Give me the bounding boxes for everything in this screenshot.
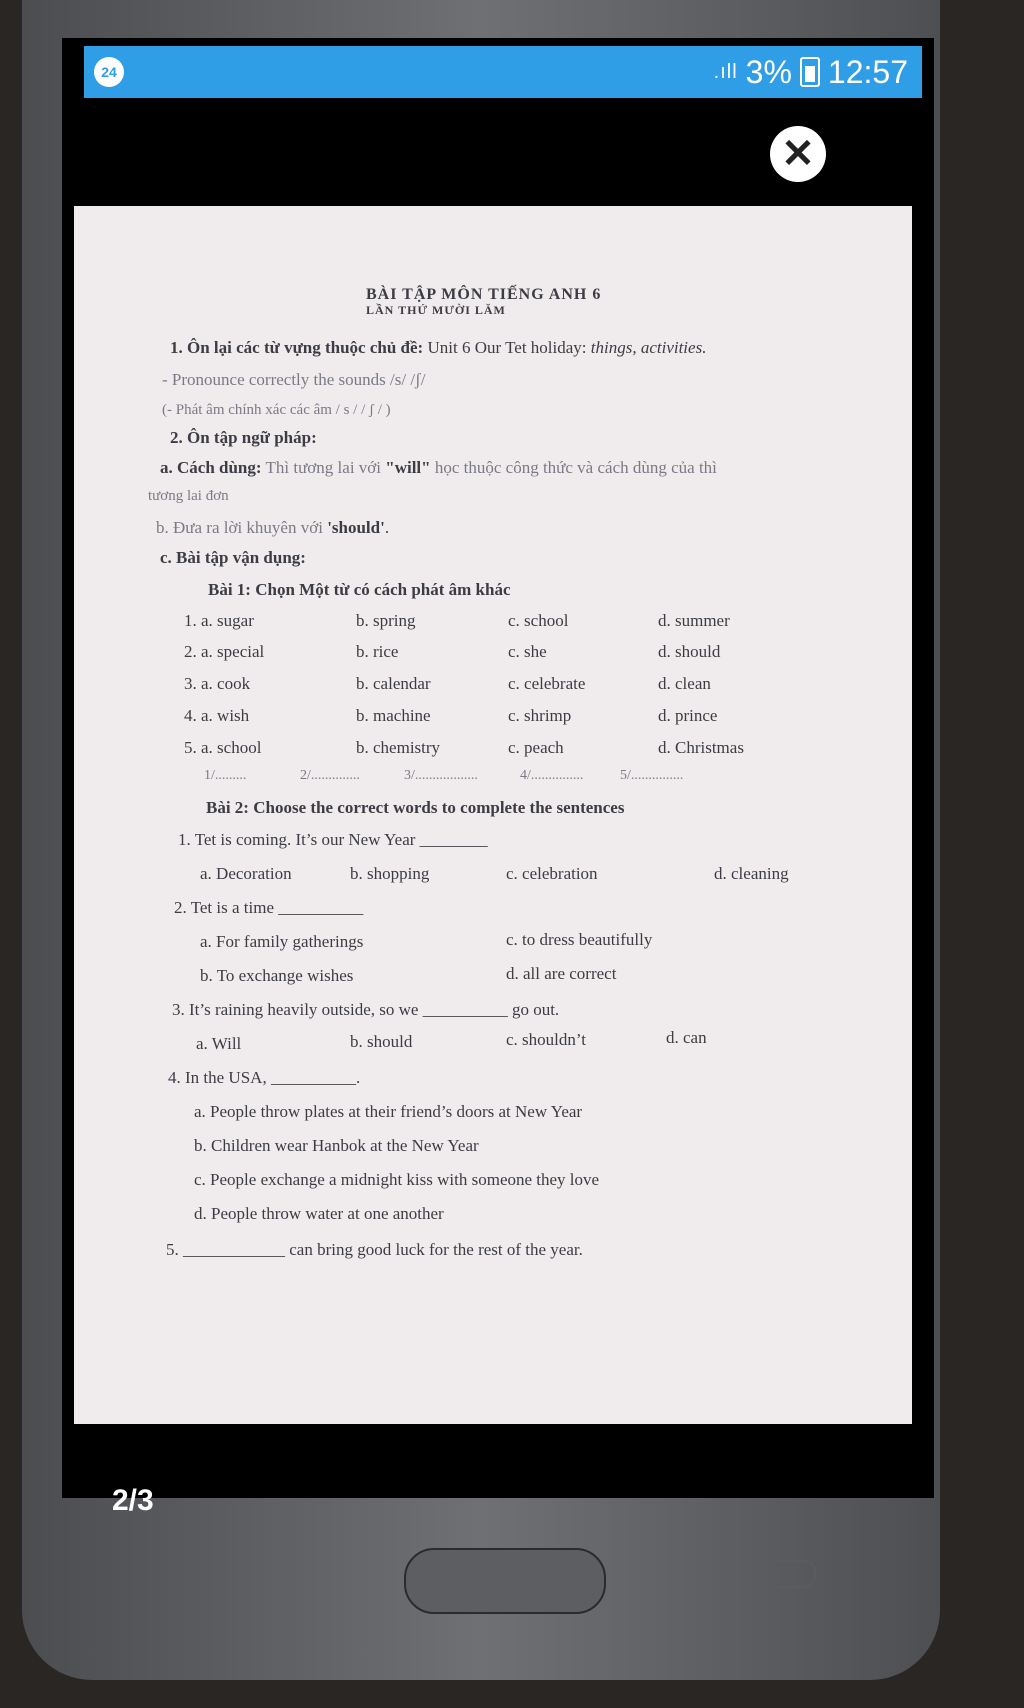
status-bar: [84, 46, 922, 98]
home-button[interactable]: [404, 1548, 606, 1614]
screen: [62, 38, 934, 1517]
phone-frame: [22, 0, 940, 1680]
signal-icon: .ıll: [713, 60, 738, 83]
section-c: c. Bài tập vận dụng:: [160, 548, 306, 567]
doc-subtitle: LẦN THỨ MƯỜI LĂM: [366, 303, 506, 317]
usage-b: b. Đưa ra lời khuyên với 'should'.: [156, 518, 390, 537]
back-icon[interactable]: [752, 1560, 816, 1588]
status-right: [714, 53, 908, 91]
doc-title: BÀI TẬP MÔN TIẾNG ANH 6: [366, 286, 602, 303]
section-1: 1. Ôn lại các từ vựng thuộc chủ đề: Unit 6 Our Tet holiday: things, activities.: [170, 338, 707, 357]
usage-a: a. Cách dùng: Thì tương lai với "will" học thuộc công thức và cách dùng của thì: [160, 458, 717, 477]
question-1: 1. Tet is coming. It’s our New Year ________: [178, 830, 488, 849]
pronounce-vi: (- Phát âm chính xác các âm / s / / ʃ / ): [162, 402, 391, 418]
battery-percent: 3%: [745, 53, 792, 90]
clock: 12:57: [827, 53, 908, 90]
pronounce-en: - Pronounce correctly the sounds /s/ /ʃ/: [162, 370, 426, 389]
document-page: BÀI TẬP MÔN TIẾNG ANH 6 LẦN THỨ MƯỜI LĂM 1. Ôn lại các từ vựng thuộc chủ đề: Unit 6 Our Tet holiday: things, activities. - Pronounce correctly the sounds /s/ /ʃ/ (- Phát âm chính xác các âm / s / / ʃ / ) 2. Ôn tập ngữ pháp: a. Cách dùng: Thì tương lai với "will" học thuộc công thức và cách dùng của thì tương lai đơn b. Đưa ra lời khuyên với 'should'. c. Bài tập vận dụng: Bài 1: Chọn Một từ có cách phát âm khác 1. a. sugar b. spring c. school d. summer 2. a. special b. rice c. she d. should 3. a. cook b. calendar c. celebrate d. clean 4. a. wish b. machine c. shrimp d. prince 5. a. school b. chemistry c. peach d. Christmas 1/......... 2/.............. 3/.................. 4/............... 5/............... Bài 2: Choose the correct words to complete the sentences 1. Tet is coming. It’s our New Year ________ a. Decoration b. shopping c. celebration d. cleaning 2. Tet is a time __________ a. For family gatherings c. to dress beautifully b. To exchange wishes d. all are correct 3. It’s raining heavily outside, so we __________ go out. a. Will b. should c. shouldn’t d. can 4. In the USA, __________. a. People throw plates at their friend’s doors at New Year b. Children wear Hanbok at the New Year c. People exchange a midnight kiss with someone they love d. People throw water at one another 5. ____________ can bring good luck for the rest of the year.: [74, 206, 912, 1424]
bai1-title: Bài 1: Chọn Một từ có cách phát âm khác: [208, 580, 511, 599]
question-2: 2. Tet is a time __________: [174, 898, 364, 917]
battery-icon: [800, 57, 820, 87]
close-button[interactable]: ✕: [770, 126, 826, 182]
question-3: 3. It’s raining heavily outside, so we __________ go out.: [172, 1000, 560, 1019]
question-4: 4. In the USA, __________.: [168, 1068, 361, 1087]
notification-icon: 24: [94, 57, 124, 87]
question-5: 5. ____________ can bring good luck for the rest of the year.: [166, 1240, 583, 1259]
section-2: 2. Ôn tập ngữ pháp:: [170, 428, 317, 447]
page-counter: 2/3: [112, 1484, 154, 1517]
bai2-title: Bài 2: Choose the correct words to complete the sentences: [206, 798, 625, 817]
usage-a-cont: tương lai đơn: [148, 488, 229, 504]
